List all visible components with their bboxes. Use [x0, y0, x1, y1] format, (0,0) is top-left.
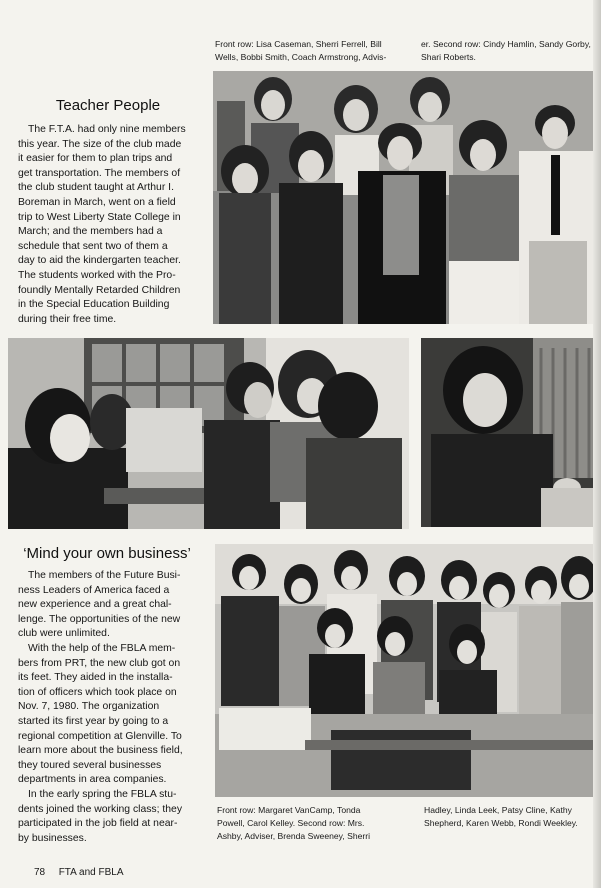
caption-line: Shepherd, Karen Webb, Rondi Weekley.	[424, 818, 578, 828]
article-line: With the help of the FBLA mem-	[28, 642, 176, 654]
article-line: new experience and a great chal-	[18, 599, 172, 611]
article-line: In the early spring the FBLA stu-	[28, 788, 177, 800]
article-line: The members of the Future Busi-	[28, 570, 181, 581]
fta-group-photo	[213, 71, 601, 324]
article-line: in the Special Education Building	[18, 299, 170, 311]
caption-line: Powell, Carol Kelley. Second row: Mrs.	[217, 818, 365, 828]
article-line: dents joined the working class; they	[18, 803, 183, 815]
fta-heading: Teacher People	[55, 97, 161, 114]
fbla-article-text	[18, 569, 204, 846]
article-line: March; and the members had a	[18, 226, 163, 238]
article-line: day to aid the kindergarten teacher.	[18, 255, 181, 267]
article-line: foundly Mentally Retarded Children	[18, 284, 181, 296]
article-line: this year. The size of the club made	[18, 138, 182, 150]
article-line: tion of officers which took place on	[18, 686, 177, 698]
caption-line: Hadley, Linda Leek, Patsy Cline, Kathy	[424, 805, 572, 815]
fta-caption-col1	[215, 38, 420, 64]
page-number: 78	[34, 867, 46, 878]
caption-line: er. Second row: Cindy Hamlin, Sandy Gorby,	[421, 39, 591, 49]
caption-line: Front row: Lisa Caseman, Sherri Ferrell, Bill	[215, 39, 382, 49]
caption-line: Ashby, Adviser, Brenda Sweeney, Sherri	[217, 831, 371, 841]
fbla-caption-col2	[424, 804, 601, 830]
article-line: The students worked with the Pro-	[18, 269, 176, 281]
article-line: schedule that sent two of them a	[18, 240, 168, 252]
article-line: get transportation. The members of	[18, 167, 181, 179]
caption-line: Wells, Bobbi Smith, Coach Armstrong, Advis-	[215, 52, 387, 62]
page-edge-shadow	[593, 0, 601, 888]
fbla-caption-col1	[217, 804, 417, 843]
article-line: its feet. They aided in the installa-	[18, 672, 173, 684]
fbla-heading: ‘Mind your own business’	[23, 545, 191, 562]
caption-line: Shari Roberts.	[421, 52, 476, 62]
fta-caption-col2	[421, 38, 601, 64]
section-title: FTA and FBLA	[58, 867, 124, 878]
article-line: trip to West Liberty State College in	[18, 211, 181, 223]
article-line: club were unlimited.	[18, 628, 110, 640]
page-footer	[34, 867, 124, 878]
article-line: the club student taught at Arthur I.	[18, 182, 174, 194]
article-line: departments in area companies.	[18, 774, 167, 786]
article-line: learn more about the business field,	[18, 745, 183, 757]
article-line: it easier for them to plan trips and	[18, 153, 173, 165]
caption-line: Front row: Margaret VanCamp, Tonda	[217, 805, 361, 815]
article-line: during their free time.	[18, 313, 117, 325]
article-line: participated in the job field at near-	[18, 818, 178, 830]
article-line: The F.T.A. had only nine members	[28, 124, 186, 135]
classroom-photo	[8, 338, 409, 529]
fbla-group-photo	[215, 544, 601, 797]
article-line: by businesses.	[18, 832, 87, 844]
article-line: Nov. 7, 1980. The organization	[18, 701, 160, 713]
article-line: Boreman in March, went on a field	[18, 196, 176, 208]
fta-article-text	[18, 123, 198, 327]
article-line: bers from PRT, the new club got on	[18, 657, 181, 669]
article-line: regional competition at Glenville. To	[18, 730, 182, 742]
article-line: lenge. The opportunities of the new	[18, 613, 181, 625]
article-line: ness Leaders of America faced a	[18, 584, 170, 596]
student-portrait-photo	[421, 338, 601, 527]
article-line: started its first year by going to a	[18, 715, 169, 727]
article-line: they toured several businesses	[18, 759, 162, 771]
